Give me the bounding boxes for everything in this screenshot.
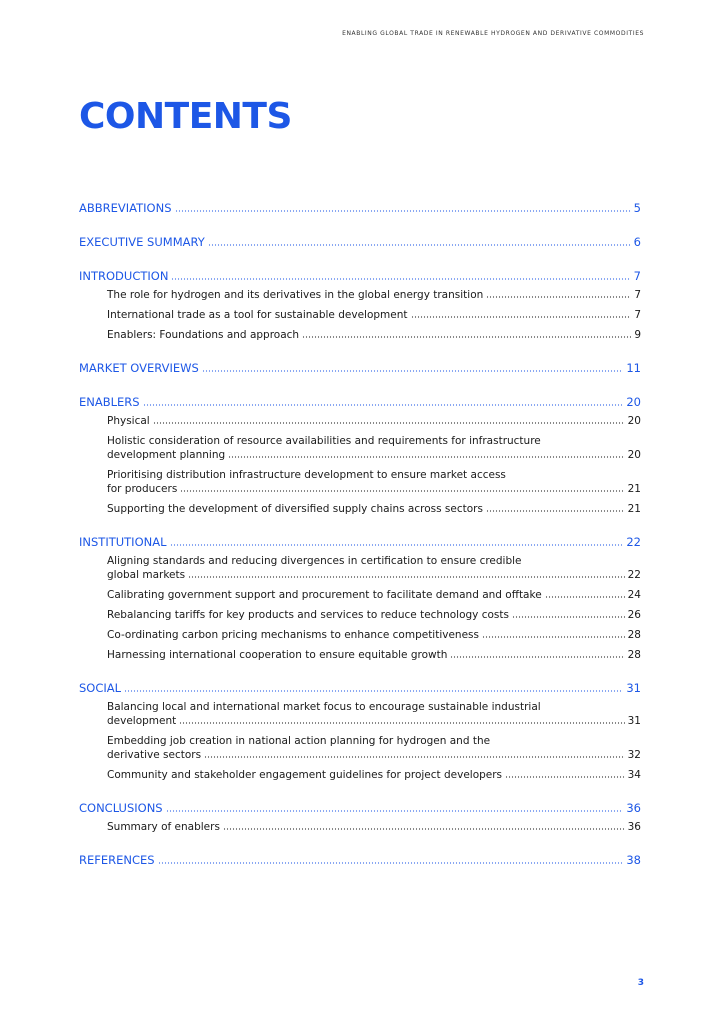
table-of-contents [79,200,641,886]
toc-subsection-label: Physical [107,415,150,427]
dot-leader [208,244,631,246]
toc-section-label: ENABLERS [79,395,140,409]
dot-leader [204,756,625,758]
toc-subsection-list [79,820,641,834]
toc-subsection-entry[interactable] [107,588,641,602]
dot-leader [166,810,624,812]
toc-subsection-label: Community and stakeholder engagement guidelines for project developers [107,769,503,781]
toc-section-entry[interactable] [79,360,641,376]
toc-subsection-page: 31 [627,715,641,727]
toc-subsection-entry[interactable] [107,328,641,342]
toc-subsection-page: 9 [634,329,641,341]
toc-section [79,268,641,342]
toc-subsection-label: global markets [107,569,186,581]
toc-section [79,394,641,516]
toc-subsection-page: 28 [627,649,641,661]
toc-section-page: 5 [633,201,641,215]
dot-leader [505,776,625,778]
toc-subsection-page: 32 [627,749,641,761]
toc-subsection-page: 34 [627,769,641,781]
toc-subsection-entry[interactable] [107,288,641,302]
dot-leader [158,862,624,864]
dot-leader [411,316,632,318]
dot-leader [188,576,625,578]
toc-section-label: EXECUTIVE SUMMARY [79,235,205,249]
toc-section [79,200,641,216]
dot-leader [124,690,623,692]
toc-subsection-label: for producers [107,483,178,495]
toc-section-label: INTRODUCTION [79,269,169,283]
toc-subsection-list [79,414,641,516]
toc-subsection-entry[interactable] [107,414,641,428]
toc-subsection-page: 28 [627,629,641,641]
toc-subsection-label: derivative sectors [107,749,202,761]
toc-subsection-page: 24 [627,589,641,601]
toc-subsection-label: International trade as a tool for sustainable development [107,309,408,321]
dot-leader [179,722,624,724]
running-header: ENABLING GLOBAL TRADE IN RENEWABLE HYDROGEN AND DERIVATIVE COMMODITIES [342,30,644,37]
dot-leader [450,656,624,658]
toc-subsection-label-line1: Aligning standards and reducing divergences in certification to ensure credible [107,555,522,567]
toc-subsection-page: 21 [627,503,641,515]
toc-subsection-page: 20 [627,449,641,461]
toc-subsection-label: Summary of enablers [107,821,220,833]
dot-leader [482,636,625,638]
toc-subsection-label: Supporting the development of diversified supply chains across sectors [107,503,483,515]
toc-subsection-label-line1: Prioritising distribution infrastructure development to ensure market access [107,469,506,481]
toc-subsection-entry[interactable] [107,554,641,582]
toc-section-label: CONCLUSIONS [79,801,163,815]
toc-subsection-page: 21 [627,483,641,495]
toc-subsection-label: development planning [107,449,226,461]
toc-subsection-label: development [107,715,177,727]
toc-section-label: ABBREVIATIONS [79,201,172,215]
toc-section-entry[interactable] [79,800,641,816]
dot-leader [170,544,624,546]
toc-subsection-label-line1: Holistic consideration of resource availabilities and requirements for infrastructure [107,435,541,447]
toc-section-label: SOCIAL [79,681,122,695]
toc-section-label: MARKET OVERVIEWS [79,361,199,375]
page-title: CONTENTS [79,96,292,137]
toc-subsection-entry[interactable] [107,608,641,622]
toc-subsection-page: 36 [627,821,641,833]
toc-section-label: REFERENCES [79,853,155,867]
toc-subsection-list [79,700,641,782]
toc-subsection-entry[interactable] [107,768,641,782]
toc-subsection-label: Enablers: Foundations and approach [107,329,300,341]
toc-section [79,800,641,834]
toc-subsection-page: 20 [627,415,641,427]
toc-section-page: 36 [626,801,641,815]
toc-subsection-page: 7 [634,289,641,301]
toc-section-entry[interactable] [79,852,641,868]
toc-subsection-entry[interactable] [107,434,641,462]
toc-section-page: 7 [633,269,641,283]
toc-subsection-label: Harnessing international cooperation to ensure equitable growth [107,649,448,661]
dot-leader [153,422,625,424]
toc-section-entry[interactable] [79,680,641,696]
toc-subsection-page: 22 [627,569,641,581]
toc-section-entry[interactable] [79,534,641,550]
toc-section-page: 22 [626,535,641,549]
toc-section-page: 20 [626,395,641,409]
dot-leader [302,336,631,338]
toc-section [79,852,641,868]
toc-section-entry[interactable] [79,268,641,284]
toc-section [79,234,641,250]
dot-leader [143,404,624,406]
toc-subsection-entry[interactable] [107,820,641,834]
toc-section [79,680,641,782]
toc-subsection-entry[interactable] [107,734,641,762]
toc-section-page: 31 [626,681,641,695]
toc-subsection-page: 7 [634,309,641,321]
toc-section-entry[interactable] [79,200,641,216]
dot-leader [171,278,630,280]
toc-subsection-entry[interactable] [107,468,641,496]
toc-subsection-label-line1: Balancing local and international market focus to encourage sustainable industrial [107,701,541,713]
dot-leader [223,828,625,830]
dot-leader [228,456,624,458]
dot-leader [175,210,631,212]
toc-section [79,360,641,376]
toc-subsection-list [79,554,641,662]
toc-section-entry[interactable] [79,394,641,410]
dot-leader [486,296,631,298]
toc-subsection-page: 26 [627,609,641,621]
toc-section-entry[interactable] [79,234,641,250]
dot-leader [545,596,625,598]
toc-subsection-label: Rebalancing tariffs for key products and services to reduce technology costs [107,609,509,621]
toc-subsection-label: Calibrating government support and procurement to facilitate demand and offtake [107,589,542,601]
toc-section-page: 38 [626,853,641,867]
toc-subsection-entry[interactable] [107,502,641,516]
dot-leader [512,616,625,618]
dot-leader [486,510,625,512]
page-number: 3 [637,978,644,988]
toc-subsection-entry[interactable] [107,700,641,728]
toc-section-page: 6 [633,235,641,249]
toc-subsection-label-line1: Embedding job creation in national action planning for hydrogen and the [107,735,491,747]
toc-subsection-label: Co-ordinating carbon pricing mechanisms to enhance competitiveness [107,629,479,641]
toc-subsection-entry[interactable] [107,648,641,662]
toc-subsection-list [79,288,641,342]
toc-subsection-label: The role for hydrogen and its derivatives in the global energy transition [107,289,484,301]
toc-section-page: 11 [626,361,641,375]
toc-subsection-entry[interactable] [107,628,641,642]
toc-section [79,534,641,662]
toc-section-label: INSTITUTIONAL [79,535,167,549]
dot-leader [180,490,624,492]
dot-leader [202,370,624,372]
toc-subsection-entry[interactable] [107,308,641,322]
